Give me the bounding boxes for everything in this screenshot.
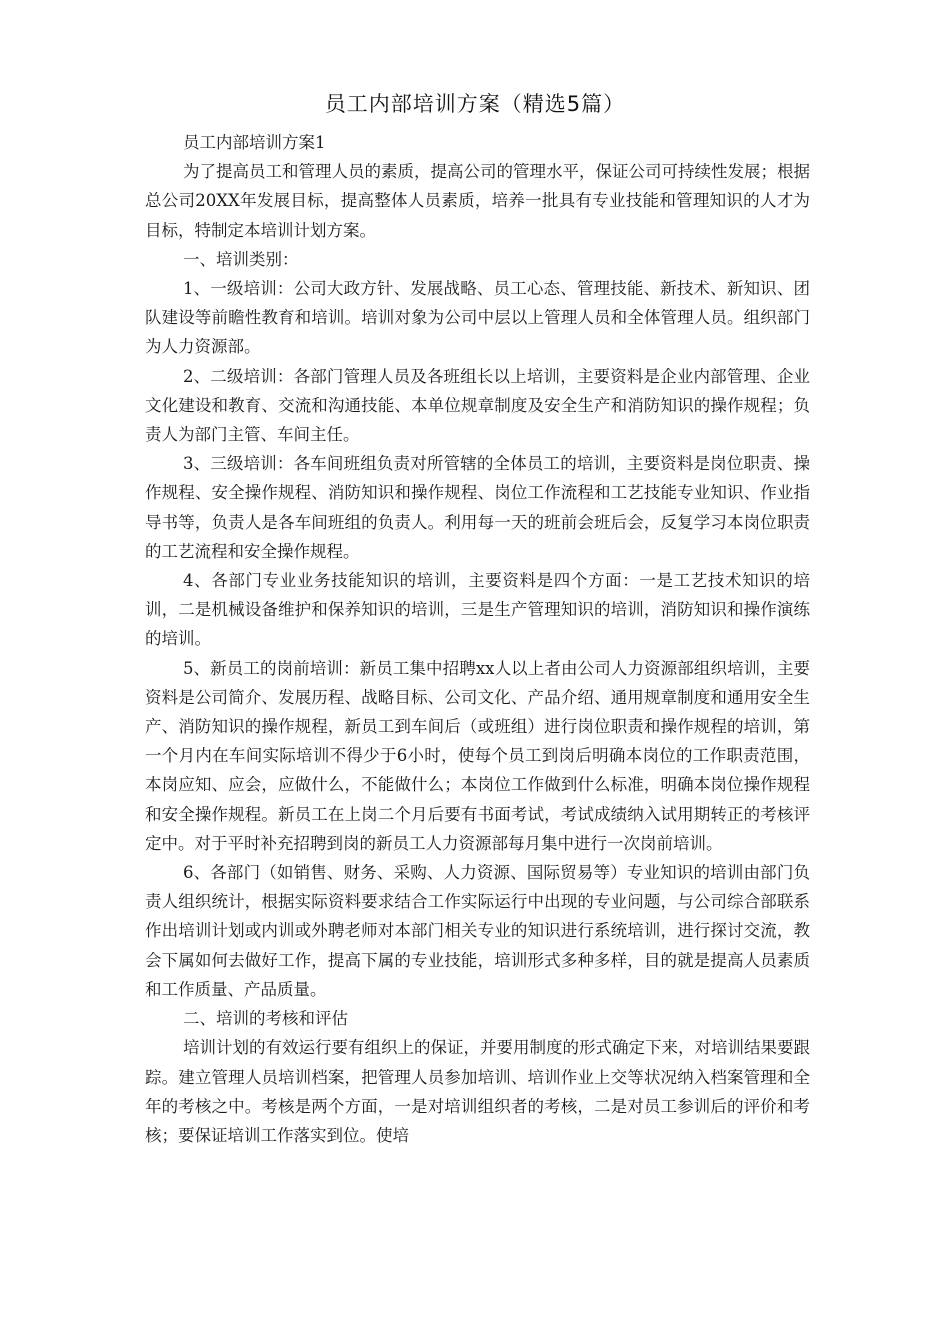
paragraph: 2、二级培训：各部门管理人员及各班组长以上培训，主要资料是企业内部管理、企业文化建设和教育、交流和沟通技能、本单位规章制度及安全生产和消防知识的操作规程；负责人为部门主管、车间主任。	[145, 366, 810, 445]
section-heading: 一、培训类别：	[182, 249, 299, 269]
paragraph: 5、新员工的岗前培训：新员工集中招聘xx人以上者由公司人力资源部组织培训，主要资料是公司简介、发展历程、战略目标、公司文化、产品介绍、通用规章制度和通用安全生产、消防知识的操作规程，新员工到车间后（或班组）进行岗位职责和操作规程的培训，第一个月内在车间实际培训不得少于6小时，使每个员工到岗后明确本岗位的工作职责范围，本岗应知、应会，应做什么，不能做什么；本岗位工作做到什么标准，明确本岗位操作规程和安全操作规程。新员工在上岗二个月后要有书面考试，考试成绩纳入试用期转正的考核评定中。对于平时补充招聘到岗的新员工人力资源部每月集中进行一次岗前培训。	[145, 658, 810, 853]
paragraph: 培训计划的有效运行要有组织上的保证，并要用制度的形式确定下来，对培训结果要跟踪。建立管理人员培训档案，把管理人员参加培训、培训作业上交等状况纳入档案管理和全年的考核之中。考核是两个方面，一是对培训组织者的考核，二是对员工参训后的评价和考核；要保证培训工作落实到位。使培	[145, 1038, 810, 1145]
paragraph: 为了提高员工和管理人员的素质，提高公司的管理水平，保证公司可持续性发展；根据总公司20XX年发展目标，提高整体人员素质，培养一批具有专业技能和管理知识的人才为目标，特制定本培训计划方案。	[145, 162, 810, 240]
document-title: 员工内部培训方案（精选5篇）	[324, 92, 626, 116]
document-body	[145, 128, 810, 1150]
paragraph: 3、三级培训：各车间班组负责对所管辖的全体员工的培训，主要资料是岗位职责、操作规程、安全操作规程、消防知识和操作规程、岗位工作流程和工艺技能专业知识、作业指导书等，负责人是各车间班组的负责人。利用每一天的班前会班后会，反复学习本岗位职责的工艺流程和安全操作规程。	[145, 454, 810, 561]
section-heading: 员工内部培训方案1	[182, 133, 326, 152]
paragraph: 1、一级培训：公司大政方针、发展战略、员工心态、管理技能、新技术、新知识、团队建设等前瞻性教育和培训。培训对象为公司中层以上管理人员和全体管理人员。组织部门为人力资源部。	[145, 279, 810, 357]
section-heading: 二、培训的考核和评估	[182, 1009, 348, 1029]
paragraph: 6、各部门（如销售、财务、采购、人力资源、国际贸易等）专业知识的培训由部门负责人组织统计，根据实际资料要求结合工作实际运行中出现的专业问题，与公司综合部联系作出培训计划或内训或外聘老师对本部门相关专业的知识进行系统培训，进行探讨交流，教会下属如何去做好工作，提高下属的专业技能，培训形式多种多样，目的就是提高人员素质和工作质量、产品质量。	[145, 863, 810, 999]
paragraph: 4、各部门专业业务技能知识的培训，主要资料是四个方面：一是工艺技术知识的培训，二是机械设备维护和保养知识的培训，三是生产管理知识的培训，消防知识和操作演练的培训。	[145, 571, 810, 649]
